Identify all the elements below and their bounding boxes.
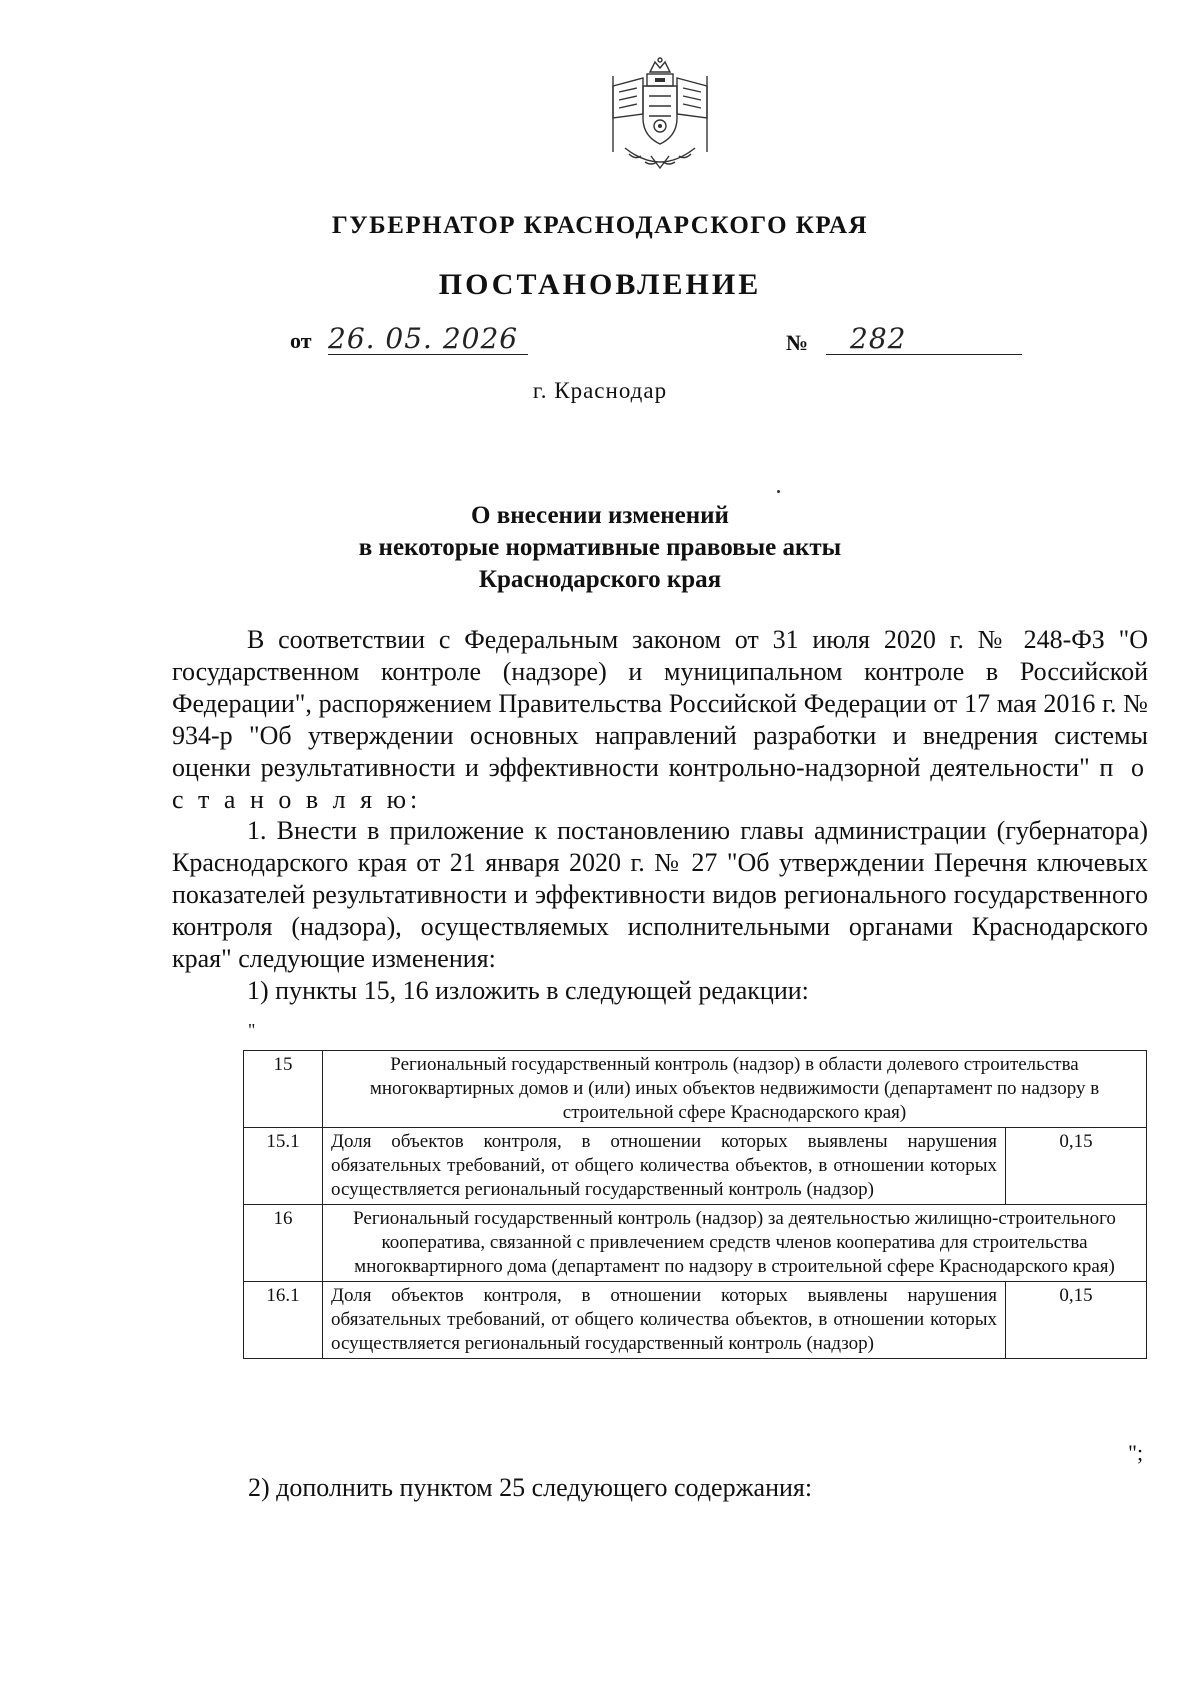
row-number: 15 bbox=[244, 1051, 323, 1128]
date-prefix: от bbox=[290, 328, 312, 353]
city-name: г. Краснодар bbox=[532, 378, 668, 403]
amendments-table bbox=[243, 1050, 1147, 1359]
subitem-2: 2) дополнить пунктом 25 следующего содержания: bbox=[248, 1473, 813, 1502]
handwritten-date: 26. 05. 2026 bbox=[328, 324, 528, 355]
document-type: ПОСТАНОВЛЕНИЕ bbox=[438, 268, 762, 301]
preamble-paragraph bbox=[172, 624, 1148, 816]
row-text: Региональный государственный контроль (надзор) в области долевого строительства многоквартирных домов и (или) иных объектов недвижимости (департамент по надзору в строительной сфере Краснодарского края) bbox=[323, 1051, 1147, 1128]
coat-of-arms-emblem bbox=[605, 56, 715, 178]
table-row bbox=[244, 1282, 1147, 1359]
number-prefix: № bbox=[786, 330, 809, 355]
table-row bbox=[244, 1205, 1147, 1282]
title-line-3: Краснодарского края bbox=[478, 566, 722, 593]
handwritten-number: 282 bbox=[826, 324, 1022, 355]
quote-close-mark: "; bbox=[1128, 1440, 1144, 1465]
subitem-1: 1) пункты 15, 16 изложить в следующей редакции: bbox=[247, 976, 809, 1005]
title-line-1: О внесении изменений bbox=[471, 502, 729, 529]
preamble-text: В соответствии с Федеральным законом от 31 июля 2020 г. № 248-ФЗ "О государственном контроле (надзоре) и муниципальном контроле в Российской Федерации", распоряжением Правительства Российской Федерации от 17 мая 2016 г. № 934-р "Об утверждении основных направлений разработки и внедрения системы оценки результативности и эффективности контрольно-надзорной деятельности" bbox=[172, 625, 1148, 782]
row-number: 15.1 bbox=[244, 1128, 323, 1205]
item-1-paragraph: 1. Внести в приложение к постановлению главы администрации (губернатора) Краснодарского края от 21 января 2020 г. № 27 "Об утверждении Перечня ключевых показателей результативности и эффективности видов регионального государственного контроля (надзора), осуществляемых исполнительными органами Краснодарского края" следующие изменения: bbox=[172, 816, 1148, 973]
document-title bbox=[0, 500, 1200, 596]
row-number: 16 bbox=[244, 1205, 323, 1282]
row-text: Региональный государственный контроль (надзор) за деятельностью жилищно-строительного кооператива, связанной с привлечением средств членов кооператива для строительства многоквартирного дома (департамент по надзору в строительной сфере Краснодарского края) bbox=[323, 1205, 1147, 1282]
row-text: Доля объектов контроля, в отношении которых выявлены нарушения обязательных требований, от общего количества объектов, в отношении которых осуществляется региональный государственный контроль (надзор) bbox=[323, 1282, 1006, 1359]
row-value: 0,15 bbox=[1006, 1282, 1147, 1359]
table-row bbox=[244, 1051, 1147, 1128]
row-text: Доля объектов контроля, в отношении которых выявлены нарушения обязательных требований, от общего количества объектов, в отношении которых осуществляется региональный государственный контроль (надзор) bbox=[323, 1128, 1006, 1205]
issuing-authority: ГУБЕРНАТОР КРАСНОДАРСКОГО КРАЯ bbox=[331, 212, 869, 239]
decree-word: п о с т а н о в л я ю: bbox=[172, 753, 1148, 814]
quote-open-mark: " bbox=[248, 1020, 256, 1040]
row-value: 0,15 bbox=[1006, 1128, 1147, 1205]
row-number: 16.1 bbox=[244, 1282, 323, 1359]
scan-dot bbox=[777, 490, 780, 493]
table-row bbox=[244, 1128, 1147, 1205]
title-line-2: в некоторые нормативные правовые акты bbox=[358, 534, 842, 561]
